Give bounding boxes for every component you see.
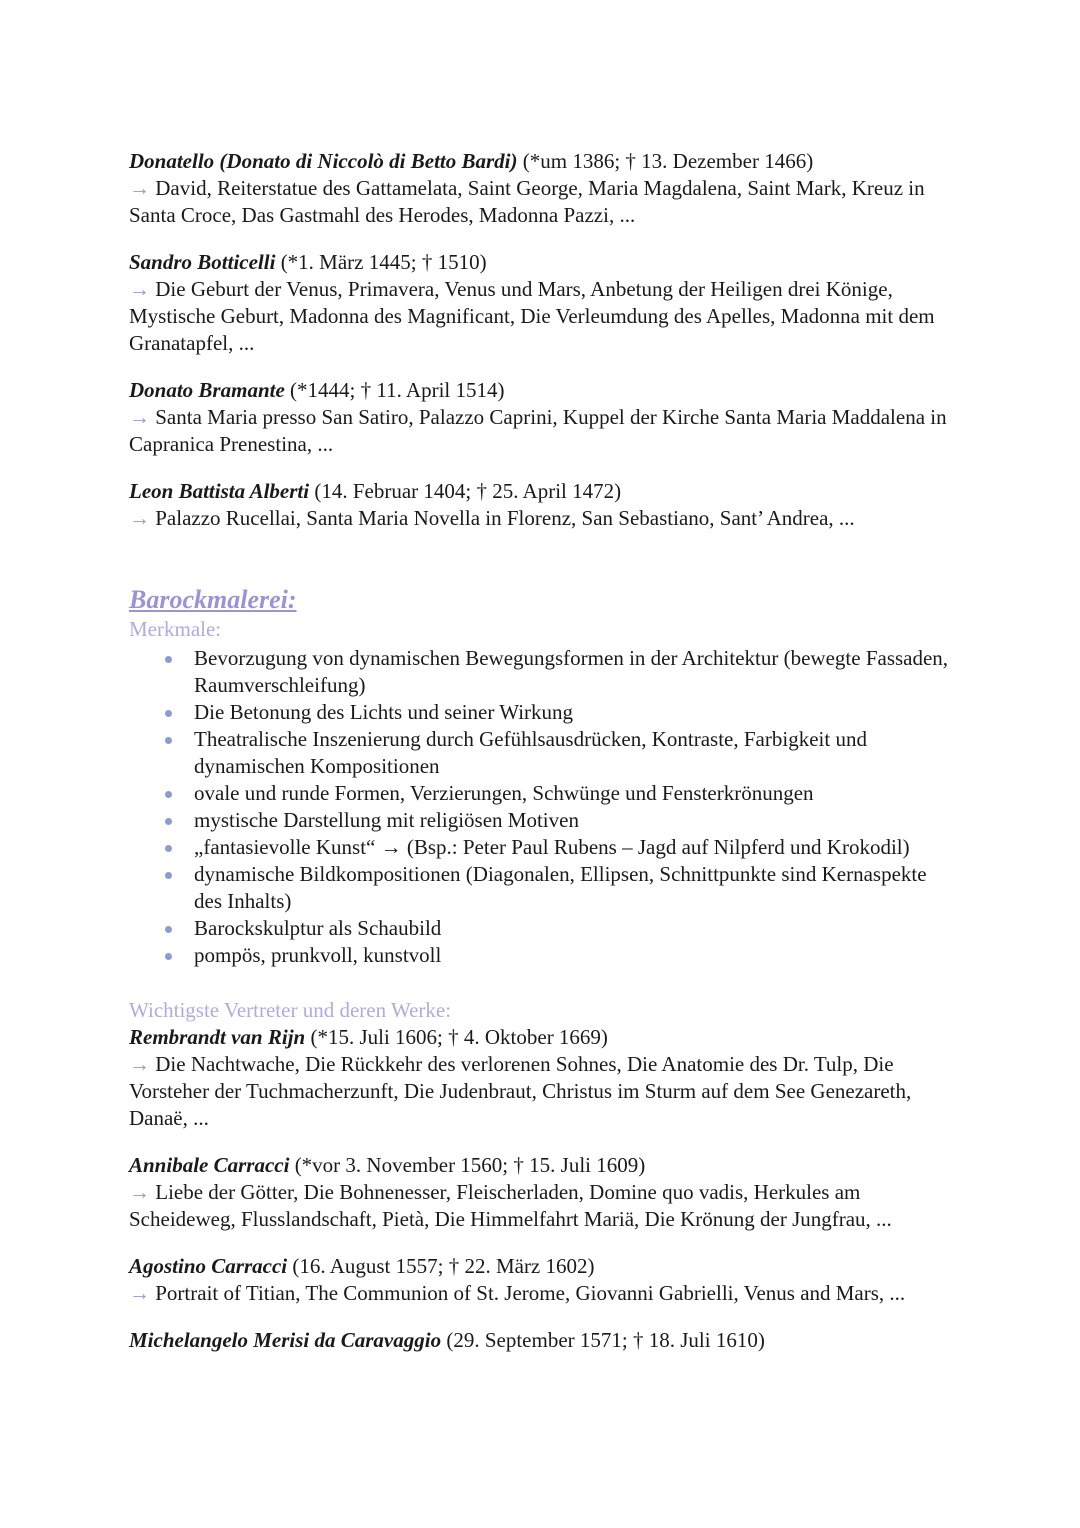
artist-entry-caravaggio (129, 1327, 959, 1354)
artist-entry-alberti (129, 478, 959, 532)
list-item: dynamische Bildkompositionen (Diagonalen, Ellipsen, Schnittpunkte sind Kernaspekte des Inhalts) (194, 861, 959, 915)
arrow-icon: → (129, 506, 150, 530)
artist-dates: (14. Februar 1404; † 25. April 1472) (309, 479, 622, 503)
list-item: Barockskulptur als Schaubild (194, 915, 959, 942)
artist-works: Palazzo Rucellai, Santa Maria Novella in Florenz, San Sebastiano, Sant’ Andrea, ... (155, 506, 855, 530)
list-item: Theatralische Inszenierung durch Gefühlsausdrücken, Kontraste, Farbigkeit und dynamischen Kompositionen (194, 726, 959, 780)
features-list (129, 645, 959, 969)
artist-dates: (*15. Juli 1606; † 4. Oktober 1669) (305, 1025, 608, 1049)
artist-works: Portrait of Titian, The Communion of St. Jerome, Giovanni Gabrielli, Venus and Mars, ... (155, 1281, 906, 1305)
artist-dates: (*1444; † 11. April 1514) (284, 378, 505, 402)
artist-name: Donatello (Donato di Niccolò di Betto Bardi) (129, 149, 518, 173)
arrow-icon: → (129, 1180, 150, 1204)
artist-entry-annibale-carracci (129, 1152, 959, 1233)
document-content (129, 148, 959, 1374)
features-label: Merkmale: (129, 617, 222, 641)
artist-entry-rembrandt (129, 1024, 959, 1132)
artist-dates: (*vor 3. November 1560; † 15. Juli 1609) (289, 1153, 646, 1177)
artist-works: Die Nachtwache, Die Rückkehr des verlorenen Sohnes, Die Anatomie des Dr. Tulp, Die Vorsteher der Tuchmacherzunft, Die Judenbraut, Christus im Sturm auf dem See Genezareth, Danaë, ... (129, 1052, 912, 1130)
list-item: „fantasievolle Kunst“ → (Bsp.: Peter Paul Rubens – Jagd auf Nilpferd und Krokodil) (194, 834, 959, 861)
arrow-icon: → (129, 277, 150, 301)
artist-dates: (*1. März 1445; † 1510) (275, 250, 487, 274)
artist-name: Agostino Carracci (129, 1254, 288, 1278)
section-heading-barockmalerei: Barockmalerei: (129, 585, 297, 614)
artist-entry-donatello (129, 148, 959, 229)
artist-name: Leon Battista Alberti (129, 479, 310, 503)
arrow-icon: → (129, 1052, 150, 1076)
artist-name: Donato Bramante (129, 378, 285, 402)
list-item: ovale und runde Formen, Verzierungen, Schwünge und Fensterkrönungen (194, 780, 959, 807)
arrow-icon: → (129, 405, 150, 429)
list-item: pompös, prunkvoll, kunstvoll (194, 942, 959, 969)
artist-entry-bramante (129, 377, 959, 458)
list-item: Die Betonung des Lichts und seiner Wirkung (194, 699, 959, 726)
arrow-icon: → (129, 176, 150, 200)
artist-entry-botticelli (129, 249, 959, 357)
artist-entry-agostino-carracci (129, 1253, 959, 1307)
artist-works: Liebe der Götter, Die Bohnenesser, Fleischerladen, Domine quo vadis, Herkules am Scheideweg, Flusslandschaft, Pietà, Die Himmelfahrt Mariä, Die Krönung der Jungfrau, ... (129, 1180, 892, 1231)
artist-name: Sandro Botticelli (129, 250, 276, 274)
artist-name: Michelangelo Merisi da Caravaggio (129, 1328, 442, 1352)
artist-dates: (29. September 1571; † 18. Juli 1610) (441, 1328, 765, 1352)
artist-works: David, Reiterstatue des Gattamelata, Saint George, Maria Magdalena, Saint Mark, Kreuz in Santa Croce, Das Gastmahl des Herodes, Madonna Pazzi, ... (129, 176, 925, 227)
representatives-label: Wichtigste Vertreter und deren Werke: (129, 998, 452, 1022)
list-item: Bevorzugung von dynamischen Bewegungsformen in der Architektur (bewegte Fassaden, Raumverschleifung) (194, 645, 959, 699)
list-item: mystische Darstellung mit religiösen Motiven (194, 807, 959, 834)
arrow-icon: → (129, 1281, 150, 1305)
artist-dates: (16. August 1557; † 22. März 1602) (287, 1254, 595, 1278)
artist-dates: (*um 1386; † 13. Dezember 1466) (517, 149, 814, 173)
artist-name: Rembrandt van Rijn (129, 1025, 306, 1049)
artist-works: Santa Maria presso San Satiro, Palazzo Caprini, Kuppel der Kirche Santa Maria Maddalena in Capranica Prenestina, ... (129, 405, 947, 456)
artist-works: Die Geburt der Venus, Primavera, Venus und Mars, Anbetung der Heiligen drei Könige, Mystische Geburt, Madonna des Magnificant, Die Verleumdung des Apelles, Madonna mit dem Granatapfel, ... (129, 277, 935, 355)
artist-name: Annibale Carracci (129, 1153, 290, 1177)
